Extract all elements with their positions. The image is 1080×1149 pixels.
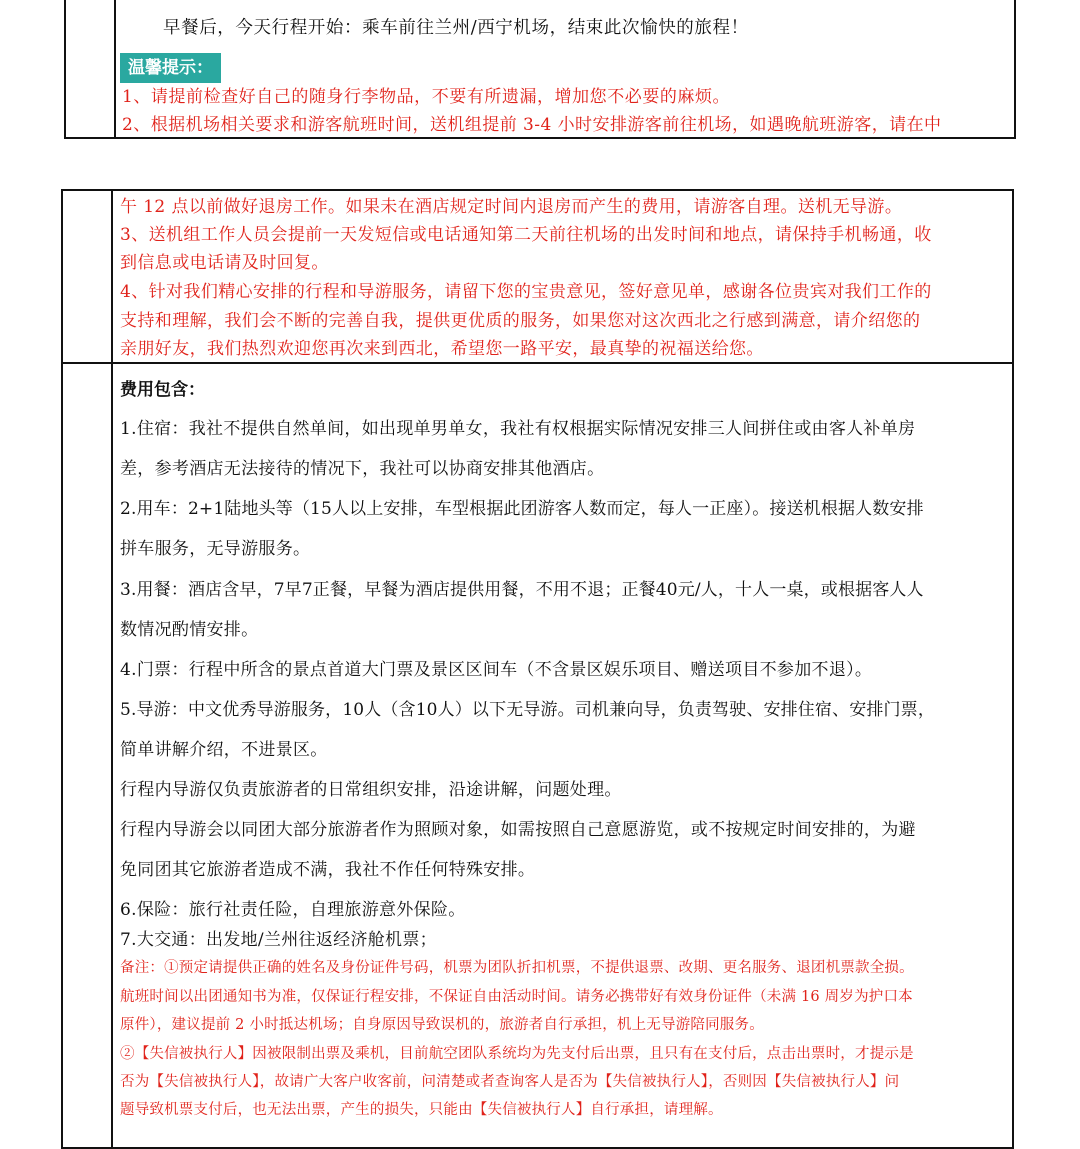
fee-line: 差，参考酒店无法接待的情况下，我社可以协商安排其他酒店。 xyxy=(120,459,605,479)
airfare-note-line: 原件），建议提前 2 小时抵达机场；自身原因导致误机的，旅游者自行承担，机上无导游陪同服务。 xyxy=(120,1017,764,1033)
fee-line: 简单讲解介绍，不进景区。 xyxy=(120,740,328,760)
continued-tip-line: 支持和理解，我们会不断的完善自我，提供更优质的服务，如果您对这次西北之行感到满意，请介绍您的 xyxy=(120,311,921,331)
table-left-column xyxy=(66,0,116,137)
fee-line: 行程内导游会以同团大部分旅游者作为照顾对象，如需按照自己意愿游览，或不按规定时间安排的，为避 xyxy=(120,820,916,840)
airfare-note-line: 备注：①预定请提供正确的姓名及身份证件号码，机票为团队折扣机票，不提供退票、改期、更名服务、退团机票款全损。 xyxy=(120,960,914,976)
fee-line: 1.住宿：我社不提供自然单间，如出现单男单女，我社有权根据实际情况安排三人间拼住或由客人补单房 xyxy=(120,419,916,439)
day-itinerary-text: 早餐后，今天行程开始：乘车前往兰州/西宁机场，结束此次愉快的旅程！ xyxy=(163,18,749,38)
continued-tip-line: 到信息或电话请及时回复。 xyxy=(120,253,329,273)
fee-line: 4.门票：行程中所含的景点首道大门票及景区区间车（不含景区娱乐项目、赠送项目不参加不退）。 xyxy=(120,660,873,680)
airfare-note-line: 题导致机票支付后，也无法出票，产生的损失，只能由【失信被执行人】自行承担，请理解。 xyxy=(120,1102,723,1118)
airfare-note-line: ②【失信被执行人】因被限制出票及乘机，目前航空团队系统均为先支付后出票，且只有在支付后，点击出票时，才提示是 xyxy=(120,1046,914,1062)
warm-tips-badge: 温馨提示： xyxy=(120,53,221,83)
fee-line: 5.导游：中文优秀导游服务，10人（含10人）以下无导游。司机兼向导，负责驾驶、安排住宿、安排门票， xyxy=(120,700,935,720)
fee-line: 2.用车：2+1陆地头等（15人以上安排，车型根据此团游客人数而定，每人一正座）。接送机根据人数安排 xyxy=(120,499,924,519)
table-left-column xyxy=(63,191,113,1147)
fee-line: 7.大交通：出发地/兰州往返经济舱机票； xyxy=(120,930,437,950)
row-divider xyxy=(61,362,1014,364)
airfare-note-line: 否为【失信被执行人】，故请广大客户收客前，问清楚或者查询客人是否为【失信被执行人】，否则因【失信被执行人】问 xyxy=(120,1074,900,1090)
continued-tip-line: 亲朋好友，我们热烈欢迎您再次来到西北，希望您一路平安，最真挚的祝福送给您。 xyxy=(120,339,764,359)
fee-line: 拼车服务，无导游服务。 xyxy=(120,539,311,559)
airfare-note-line: 航班时间以出团通知书为准，仅保证行程安排，不保证自由活动时间。请务必携带好有效身份证件（未满 16 周岁为护口本 xyxy=(120,989,913,1005)
tip-line-2: 2、根据机场相关要求和游客航班时间，送机组提前 3-4 小时安排游客前往机场，如遇晚航班游客，请在中 xyxy=(122,115,942,135)
fee-line: 3.用餐：酒店含早，7早7正餐，早餐为酒店提供用餐，不用不退；正餐40元/人，十人一桌，或根据客人人 xyxy=(120,580,924,600)
fee-line: 数情况酌情安排。 xyxy=(120,620,259,640)
continued-tip-line: 4、针对我们精心安排的行程和导游服务，请留下您的宝贵意见，签好意见单，感谢各位贵宾对我们工作的 xyxy=(120,282,932,302)
continued-tip-line: 3、送机组工作人员会提前一天发短信或电话通知第二天前往机场的出发时间和地点，请保持手机畅通，收 xyxy=(120,225,932,245)
fee-line: 免同团其它旅游者造成不满，我社不作任何特殊安排。 xyxy=(120,860,536,880)
tip-line-1: 1、请提前检查好自己的随身行李物品，不要有所遗漏，增加您不必要的麻烦。 xyxy=(122,87,731,107)
fee-line: 行程内导游仅负责旅游者的日常组织安排，沿途讲解，问题处理。 xyxy=(120,780,622,800)
fee-line: 6.保险：旅行社责任险，自理旅游意外保险。 xyxy=(120,900,466,920)
continued-tip-line: 午 12 点以前做好退房工作。如果未在酒店规定时间内退房而产生的费用，请游客自理。送机无导游。 xyxy=(120,197,903,217)
fees-heading: 费用包含： xyxy=(120,380,205,400)
